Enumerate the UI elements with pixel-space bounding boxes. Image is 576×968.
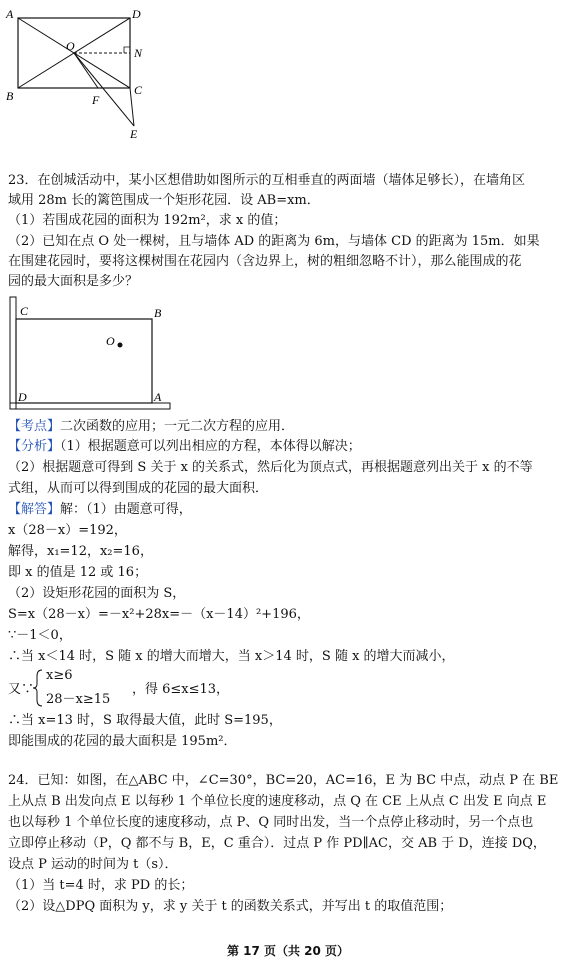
label-d2: D (18, 390, 27, 404)
fenxi-text-1: （1）根据题意可以列出相应的方程，本体得以解决； (60, 439, 361, 454)
solution-line-5: S=x（28－x）=－x²+28x=－（x－14）²+196， (8, 607, 310, 622)
jieda-text-1: 解：（1）由题意可得， (60, 502, 192, 517)
q23-line-2: 域用 28m 长的篱笆围成一个矩形花园．设 AB=xm． (8, 193, 320, 208)
label-o: O (66, 39, 75, 53)
solution-line-4: （2）设矩形花园的面积为 S， (8, 586, 186, 601)
figure-walls-garden (0, 293, 175, 413)
label-n: N (134, 46, 143, 60)
kaodian-text: 二次函数的应用；一元二次方程的应用． (60, 419, 295, 434)
wall-vertical (10, 297, 16, 409)
solution-line-6: ∵－1＜0， (8, 628, 72, 643)
q23-line-3: （1）若围成花园的面积为 192m²，求 x 的值； (8, 213, 287, 228)
q24-line-5: 设点 P 运动的时间为 t（s）． (8, 857, 178, 872)
solution-line-10: 即能围成的花园的最大面积是 195m²． (8, 734, 237, 749)
kaodian-tag: 【考点】 (8, 419, 61, 434)
fenxi-line-1 (8, 438, 361, 456)
inequality-result: ，得 6≤x≤13， (132, 682, 230, 697)
q24-line-4: 立即停止移动（P，Q 都不与 B，E，C 重合）．过点 P 作 PD∥AC，交 AB 于 D，连接 DQ， (8, 836, 546, 851)
solution-line-2: 解得，x₁=12，x₂=16， (8, 544, 153, 559)
page-footer: 第 17 页（共 20 页） (226, 944, 350, 958)
q23-line-5: 在围建花园时，要将这棵树围在花园内（含边界上，树的粗细忽略不计），那么能围成的花 (8, 254, 522, 269)
solution-line-3: 即 x 的值是 12 或 16； (8, 565, 148, 580)
jieda-line-1 (8, 501, 192, 519)
label-e: E (130, 127, 138, 140)
figure-rectangle-abcd (0, 0, 170, 140)
fenxi-line-2: （2）根据题意可得到 S 关于 x 的关系式，然后化为顶点式，再根据题意列出关于 x 的不等 (8, 460, 533, 475)
line-oe (74, 53, 134, 126)
label-a2: A (154, 390, 162, 404)
label-c2: C (20, 304, 29, 318)
label-a: A (6, 7, 14, 21)
q24-line-3: 也以每秒 1 个单位长度的速度移动，点 P、Q 同时出发，当一个点停止移动时，另一个点也 (8, 815, 534, 830)
label-f: F (92, 93, 100, 107)
inequality-system (8, 668, 308, 708)
q24-line-6: （1）当 t=4 时，求 PD 的长； (8, 878, 194, 893)
label-c: C (134, 83, 143, 97)
q23-line-4: （2）已知在点 O 处一棵树，且与墙体 AD 的距离为 6m，与墙体 CD 的距离为 15m．如果 (8, 234, 540, 249)
solution-line-9: ∴当 x=13 时，S 取得最大值，此时 S=195， (8, 713, 282, 728)
q24-line-2: 上从点 B 出发向点 E 以每秒 1 个单位长度的速度移动，点 Q 在 CE 上从点 C 出发 E 向点 E (8, 794, 547, 809)
line-of (74, 53, 98, 88)
fenxi-tag: 【分析】 (8, 439, 61, 454)
inequality-b: 28－x≥15 (46, 692, 111, 707)
q23-line-6: 园的最大面积是多少？ (8, 274, 139, 289)
solution-line-1: x（28－x）=192， (8, 523, 127, 538)
right-angle-n (124, 47, 130, 53)
garden-rect (16, 319, 152, 403)
kaodian-line (8, 418, 294, 436)
label-o2: O (106, 334, 115, 348)
label-b2: B (154, 306, 162, 320)
label-b: B (6, 89, 14, 103)
jieda-tag: 【解答】 (8, 502, 61, 517)
inequality-prefix: 又∵ (8, 682, 35, 697)
q23-line-1: 23．在创城活动中，某小区想借助如图所示的互相垂直的两面墙（墙体足够长），在墙角区 (8, 173, 526, 188)
inequality-a: x≥6 (46, 668, 73, 683)
q24-line-7: （2）设△DPQ 面积为 y，求 y 关于 t 的函数关系式，并写出 t 的取值范围； (8, 899, 453, 914)
label-d: D (132, 7, 141, 21)
brace-icon (32, 668, 44, 708)
solution-line-7: ∴当 x＜14 时，S 随 x 的增大而增大，当 x＞14 时，S 随 x 的增大而减小， (8, 649, 455, 664)
wall-horizontal (10, 403, 170, 409)
q24-line-1: 24．已知：如图，在△ABC 中，∠C=30°，BC=20，AC=16，E 为 BC 中点，动点 P 在 BE (8, 773, 559, 788)
fenxi-line-3: 式组，从而可以得到围成的花园的最大面积． (8, 481, 269, 496)
tree-point-o (118, 343, 123, 348)
